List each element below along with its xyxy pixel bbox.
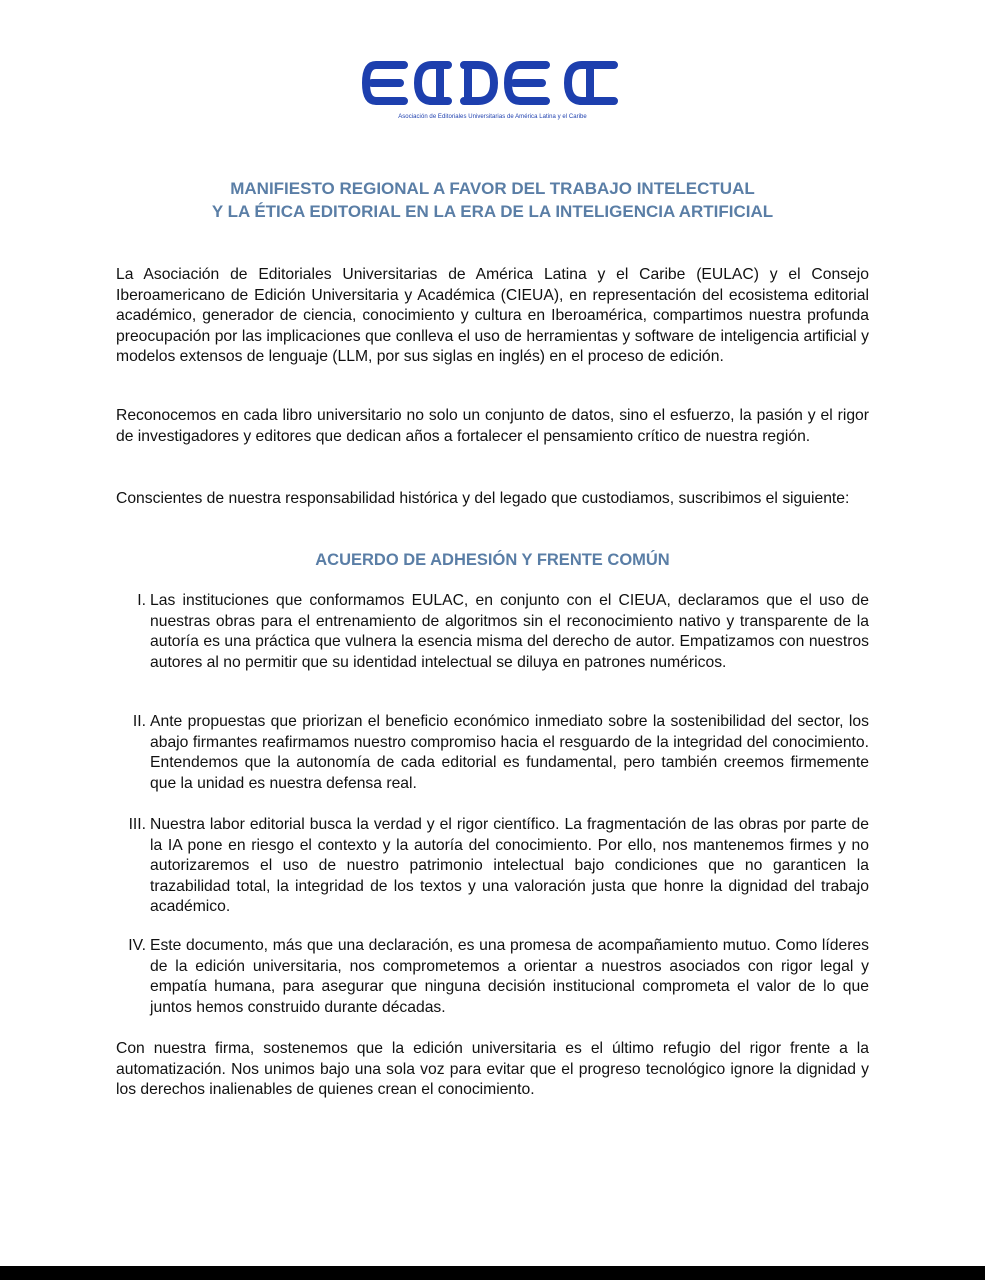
list-item bbox=[116, 712, 869, 794]
screen-bottom-bar bbox=[0, 1266, 985, 1280]
intro-paragraph: La Asociación de Editoriales Universitarias de América Latina y el Caribe (EULAC) y el Consejo Iberoamericano de Edición Universitaria y Académica (CIEUA), en representación del ecosistema editorial académico, generador de ciencia, conocimiento y cultura en Iberoamérica, compartimos nuestra profunda preocupación por las implicaciones que conlleva el uso de herramientas y software de inteligencia artificial y modelos extensos de lenguaje (LLM, por sus siglas en inglés) en el proceso de edición. bbox=[116, 266, 869, 366]
conscious-paragraph: Conscientes de nuestra responsabilidad histórica y del legado que custodiamos, suscribimos el siguiente: bbox=[116, 490, 850, 507]
item-number: IV. bbox=[128, 937, 146, 954]
list-item bbox=[116, 936, 869, 1018]
logo-tagline: Asociación de Editoriales Universitarias de América Latina y el Caribe bbox=[398, 114, 587, 120]
closing-paragraph: Con nuestra firma, sostenemos que la edición universitaria es el último refugio del rigor frente a la automatización. Nos unimos bajo una sola voz para evitar que el progreso tecnológico ignore la dignidad y los derechos inalienables de quienes crean el conocimiento. bbox=[116, 1040, 869, 1099]
section-title: ACUERDO DE ADHESIÓN Y FRENTE COMÚN bbox=[315, 551, 670, 569]
item-number: III. bbox=[128, 816, 146, 833]
item-number: I. bbox=[137, 592, 146, 609]
eulac-logo bbox=[360, 55, 625, 127]
item-text: Ante propuestas que priorizan el beneficio económico inmediato sobre la sostenibilidad del sector, los abajo firmantes reafirmamos nuestro compromiso hacia el resguardo de la integridad del conocimiento. Entendemos que la autonomía de cada editorial es fundamental, pero también creemos firmemente que la unidad es nuestra defensa real. bbox=[150, 713, 869, 792]
item-text: Este documento, más que una declaración, es una promesa de acompañamiento mutuo. Como líderes de la edición universitaria, nos comprometemos a orientar a nuestros asociados con rigor legal y empatía humana, para asegurar que ninguna decisión institucional comprometa el valor de lo que juntos hemos construido durante décadas. bbox=[150, 937, 869, 1016]
title-line-1: MANIFIESTO REGIONAL A FAVOR DEL TRABAJO INTELECTUAL bbox=[230, 179, 755, 198]
list-item bbox=[116, 815, 869, 918]
eulac-logo-mark bbox=[360, 55, 625, 113]
list-item bbox=[116, 591, 869, 673]
item-text: Las instituciones que conformamos EULAC, en conjunto con el CIEUA, declaramos que el uso de nuestras obras para el entrenamiento de algoritmos sin el reconocimiento nativo y transparente de la autoría es una práctica que vulnera la esencia misma del derecho de autor. Empatizamos con nuestros autores al no permitir que su identidad intelectual se diluya en patrones numéricos. bbox=[150, 592, 869, 671]
document-title bbox=[100, 177, 885, 223]
item-text: Nuestra labor editorial busca la verdad y el rigor científico. La fragmentación de las obras por parte de la IA pone en riesgo el contexto y la autoría del conocimiento. Por ello, nos mantenemos firmes y no autorizaremos el uso de nuestro patrimonio intelectual bajo condiciones que no garanticen la trazabilidad total, la integridad de los textos y una valoración justa que honre la dignidad del trabajo académico. bbox=[150, 816, 869, 916]
recognition-paragraph: Reconocemos en cada libro universitario no solo un conjunto de datos, sino el esfuerzo, la pasión y el rigor de investigadores y editores que dedican años a fortalecer el pensamiento crítico de nuestra región. bbox=[116, 407, 869, 445]
title-line-2: Y LA ÉTICA EDITORIAL EN LA ERA DE LA INTELIGENCIA ARTIFICIAL bbox=[211, 202, 774, 221]
item-number: II. bbox=[132, 713, 146, 730]
